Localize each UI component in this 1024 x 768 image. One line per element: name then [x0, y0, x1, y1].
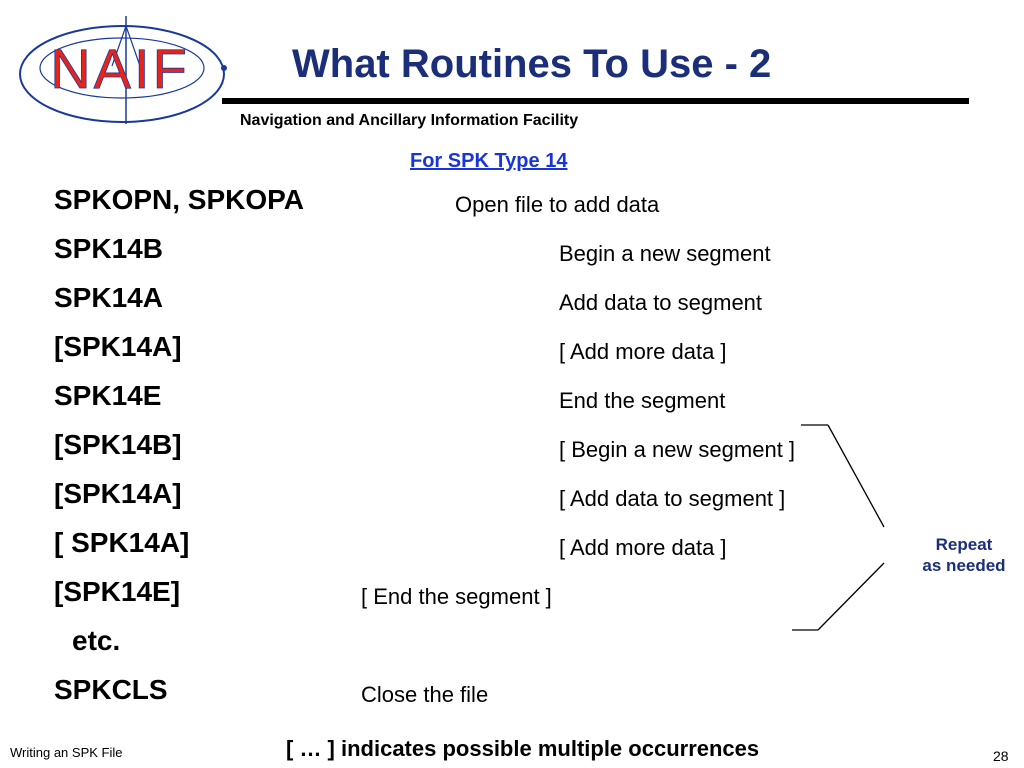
naif-logo-graphic — [14, 12, 228, 130]
routine-description: [ End the segment ] — [361, 584, 552, 609]
naif-logo — [14, 12, 228, 130]
title-divider — [222, 98, 969, 104]
page-title: What Routines To Use - 2 — [292, 42, 772, 86]
routine-name: SPKCLS — [54, 674, 168, 705]
routine-name: SPK14B — [54, 233, 163, 264]
footer-note: [ … ] indicates possible multiple occurrences — [286, 736, 760, 761]
routine-description: Add data to segment — [559, 290, 763, 315]
footer-document-title: Writing an SPK File — [10, 745, 123, 760]
routine-name: SPK14E — [54, 380, 162, 411]
section-link-spk-type-14[interactable]: For SPK Type 14 — [410, 150, 568, 172]
page-number: 28 — [993, 748, 1009, 764]
repeat-note-line1: Repeat — [935, 535, 993, 554]
routine-name: SPK14A — [54, 282, 163, 313]
routine-name: [SPK14B] — [54, 429, 182, 460]
routine-description: End the segment — [559, 388, 726, 413]
logo-text: NAIF — [50, 37, 190, 100]
routine-name: SPKOPN, SPKOPA — [54, 184, 304, 215]
repeat-note-line2: as needed — [922, 556, 1006, 575]
routine-name: [SPK14E] — [54, 576, 181, 607]
routine-description: Close the file — [361, 682, 489, 707]
routine-description: [ Add more data ] — [559, 535, 727, 560]
routine-description: [ Add more data ] — [559, 339, 727, 364]
routine-description: Open file to add data — [455, 192, 660, 217]
page-subtitle: Navigation and Ancillary Information Facility — [240, 112, 579, 129]
routine-name: [SPK14A] — [54, 331, 182, 362]
routine-name: [ SPK14A] — [54, 527, 190, 558]
routine-description: [ Begin a new segment ] — [559, 437, 796, 462]
routine-description: Begin a new segment — [559, 241, 771, 266]
routine-description: [ Add data to segment ] — [559, 486, 786, 511]
routine-name: [SPK14A] — [54, 478, 182, 509]
repeat-note — [904, 534, 1024, 576]
routine-name: etc. — [72, 625, 121, 656]
